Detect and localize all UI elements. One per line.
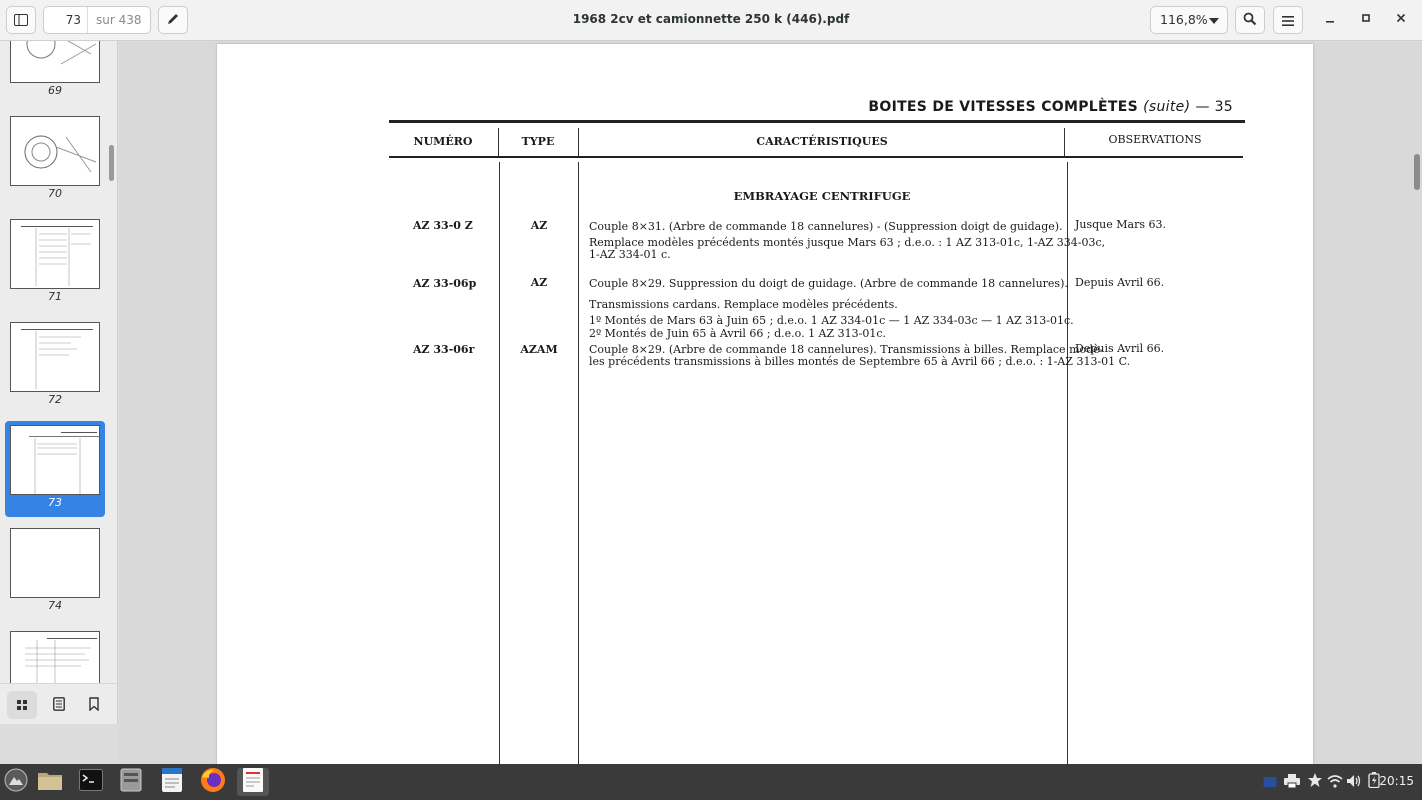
disk-utility-button[interactable] (115, 768, 147, 796)
thumbnail-sidebar (0, 41, 118, 724)
row-observation: Jusque Mars 63. (1075, 218, 1166, 231)
battery-icon (1368, 772, 1380, 792)
pdf-page (217, 44, 1313, 764)
app-menu-button[interactable] (0, 768, 32, 796)
favorites-indicator[interactable] (1307, 774, 1323, 790)
maximize-button[interactable] (1356, 10, 1376, 30)
zoom-select[interactable] (1150, 6, 1228, 34)
row-line: Couple 8×31. (Arbre de commande 18 cannelures) - (Suppression doigt de guidage). (589, 220, 1063, 233)
page-thumbnail[interactable] (10, 219, 100, 289)
total-pages-label: sur 438 (96, 13, 142, 27)
disk-utility-icon (120, 768, 142, 796)
firefox-button[interactable] (197, 768, 229, 796)
column-header-caracteristiques: CARACTÉRISTIQUES (756, 135, 888, 148)
outline-view-button[interactable] (44, 691, 74, 719)
window-close-icon (1396, 12, 1406, 27)
thumbnail-label: 73 (48, 496, 62, 509)
header-rule (389, 156, 1243, 158)
bookmark-icon (89, 696, 99, 715)
chevron-down-icon (1209, 18, 1219, 24)
page-thumbnail[interactable] (10, 116, 100, 186)
row-line: Couple 8×29. Suppression du doigt de guidage. (Arbre de commande 18 cannelures). (589, 277, 1068, 290)
search-icon (1243, 11, 1257, 30)
minimize-button[interactable] (1320, 10, 1340, 30)
bookmarks-view-button[interactable] (79, 691, 109, 719)
page-number-entry[interactable] (43, 6, 151, 34)
firefox-icon (200, 767, 226, 797)
row-line: 2º Montés de Juin 65 à Avril 66 ; d.e.o. 1 AZ 313-01c. (589, 327, 887, 340)
thumbnail-label: 71 (48, 290, 62, 303)
row-observation: Depuis Avril 66. (1075, 276, 1165, 289)
file-manager-icon (37, 769, 63, 795)
page-thumbnail-selected[interactable] (10, 425, 100, 495)
column-header-observations: OBSERVATIONS (1108, 133, 1202, 146)
row-numero: AZ 33-06r (413, 343, 475, 356)
sidebar-toggle-icon (14, 11, 28, 30)
window-maximize-icon (1361, 12, 1371, 27)
volume-icon (1346, 773, 1362, 792)
row-line: les précédents transmissions à billes montés de Septembre 65 à Avril 66 ; d.e.o. : 1-AZ 313-01 C. (589, 355, 1131, 368)
sidebar-scrollbar[interactable] (109, 145, 114, 181)
column-divider (578, 128, 579, 157)
sidebar-view-switcher (0, 683, 118, 724)
column-divider (499, 162, 500, 764)
row-numero: AZ 33-06p (413, 277, 477, 290)
terminal-icon (79, 769, 103, 795)
taskbar (0, 764, 1422, 800)
terminal-button[interactable] (75, 768, 107, 796)
column-header-type: TYPE (521, 135, 555, 148)
column-divider (578, 162, 579, 764)
annotate-button[interactable] (158, 6, 188, 34)
page-thumbnail[interactable] (10, 322, 100, 392)
row-line: Transmissions cardans. Remplace modèles précédents. (589, 298, 898, 311)
column-divider (498, 128, 499, 157)
pencil-icon (166, 11, 180, 30)
row-numero: AZ 33-0 Z (413, 219, 473, 232)
keyboard-layout-indicator[interactable] (1262, 774, 1278, 790)
top-rule (389, 120, 1245, 123)
document-viewer-icon (242, 767, 264, 797)
zoom-level: 116,8% (1160, 12, 1208, 27)
column-divider (1064, 128, 1065, 157)
file-manager-button[interactable] (34, 768, 66, 796)
thumbnails-view-button[interactable] (7, 691, 37, 719)
column-header-numero: NUMÉRO (413, 135, 473, 148)
document-view[interactable] (119, 42, 1422, 764)
thumbnails-grid-icon (16, 696, 28, 715)
search-button[interactable] (1235, 6, 1265, 34)
window-minimize-icon (1325, 12, 1335, 27)
row-line: Remplace modèles précédents montés jusque Mars 63 ; d.e.o. : 1 AZ 313-01c, 1-AZ 334-03c, (589, 236, 1106, 249)
thumbnail-label: 72 (48, 393, 62, 406)
sidebar-toggle-button[interactable] (6, 6, 36, 34)
page-thumbnail[interactable] (10, 41, 100, 83)
clock[interactable]: 20:15 (1379, 774, 1414, 788)
printer-icon (1284, 773, 1300, 792)
row-type: AZAM (520, 343, 558, 356)
main-menu-button[interactable] (1273, 6, 1303, 34)
row-line: Couple 8×29. (Arbre de commande 18 cannelures). Transmissions à billes. Remplace modè- (589, 343, 1104, 356)
page-thumbnail[interactable] (10, 528, 100, 598)
current-page-input[interactable]: 73 (44, 7, 88, 33)
text-editor-icon (161, 767, 183, 797)
thumbnail-label: 70 (48, 187, 62, 200)
document-title: 1968 2cv et camionnette 250 k (446).pdf (572, 12, 850, 26)
document-viewer-button[interactable] (237, 768, 269, 796)
volume-indicator[interactable] (1346, 774, 1362, 790)
row-observation: Depuis Avril 66. (1075, 342, 1165, 355)
text-editor-button[interactable] (156, 768, 188, 796)
network-indicator[interactable] (1327, 774, 1343, 790)
section-title: BOITES DE VITESSES COMPLÈTES (suite) — 35 (868, 99, 1233, 115)
document-scrollbar[interactable] (1414, 154, 1420, 190)
printer-indicator[interactable] (1284, 774, 1300, 790)
thumbnail-label: 69 (48, 84, 62, 97)
thumbnail-label: 74 (48, 599, 62, 612)
document-outline-icon (53, 696, 65, 715)
header-bar (0, 0, 1422, 41)
star-icon (1307, 772, 1323, 792)
wifi-icon (1327, 773, 1343, 792)
row-type: AZ (530, 276, 548, 289)
row-line: 1º Montés de Mars 63 à Juin 65 ; d.e.o. 1 AZ 334-01c — 1 AZ 334-03c — 1 AZ 313-01c. (589, 314, 1074, 327)
row-type: AZ (530, 219, 548, 232)
row-line: 1-AZ 334-01 c. (589, 248, 671, 261)
table-subheading: EMBRAYAGE CENTRIFUGE (733, 189, 911, 203)
app-menu-icon (4, 768, 28, 796)
column-divider (1067, 162, 1068, 764)
close-button[interactable] (1391, 10, 1411, 30)
hamburger-menu-icon (1282, 11, 1294, 30)
keyboard-layout-icon (1263, 773, 1277, 792)
